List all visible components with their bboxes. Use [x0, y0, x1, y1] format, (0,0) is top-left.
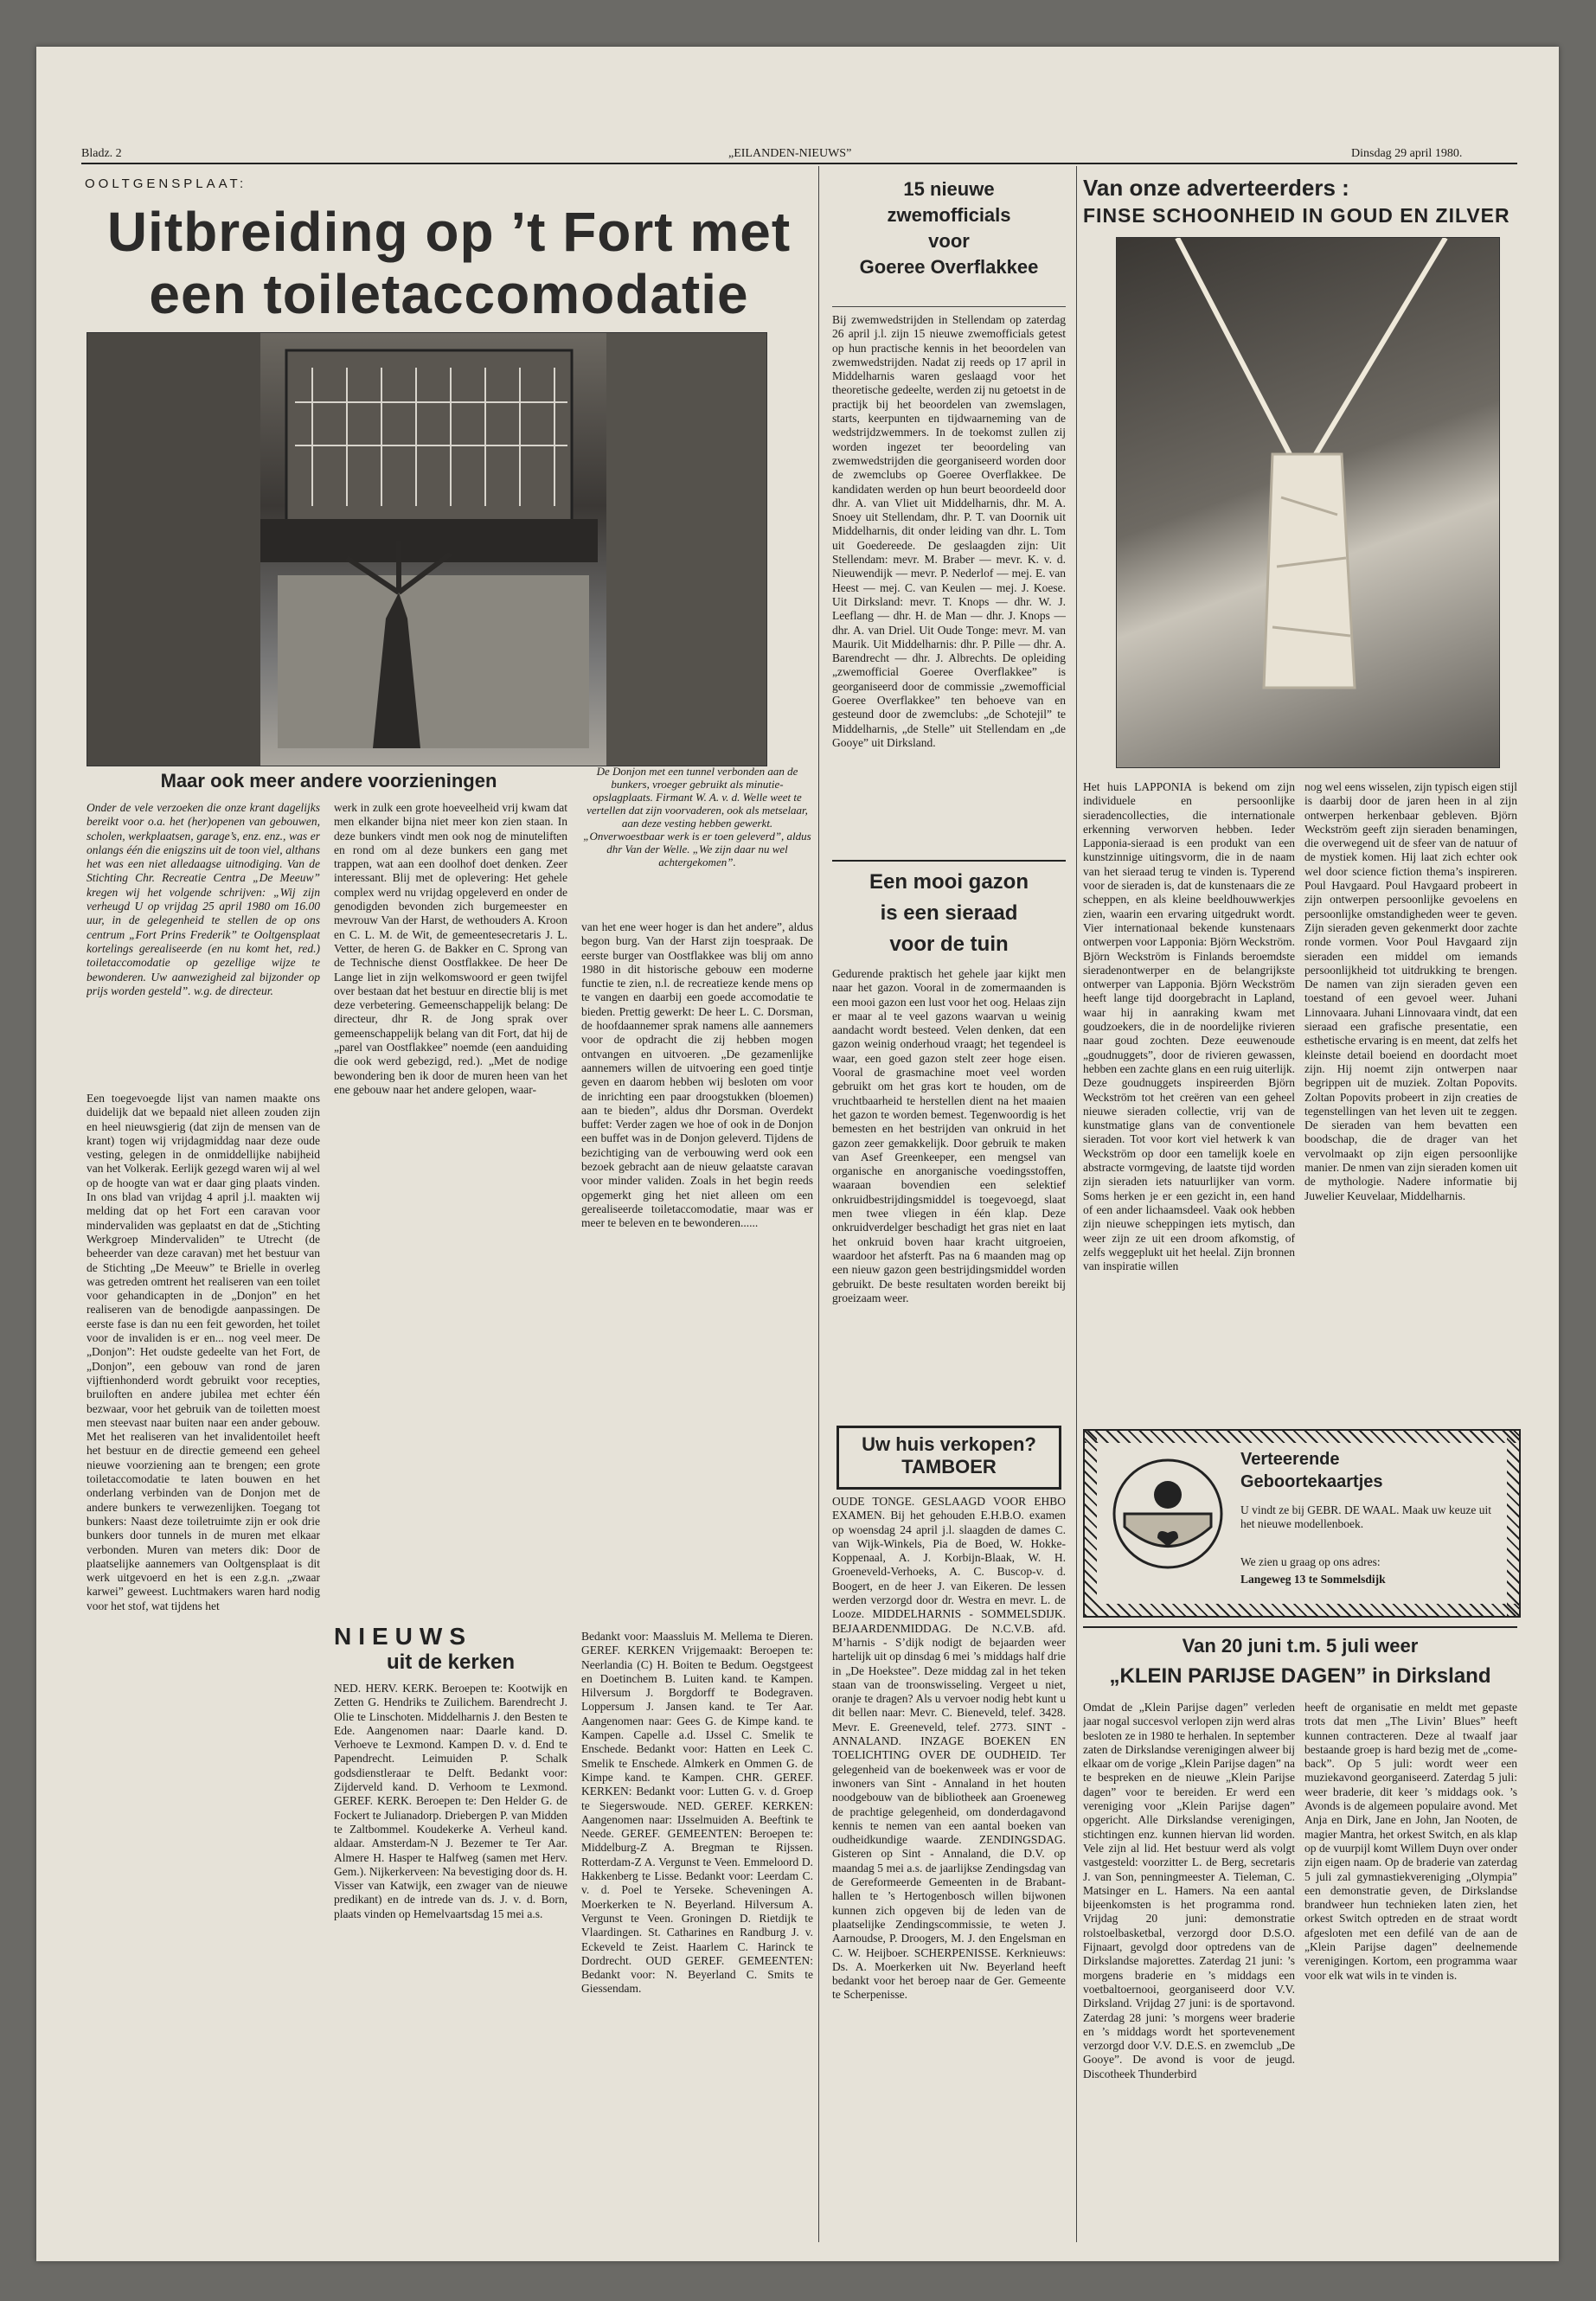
- adv-title: Van onze adverteerders :: [1083, 175, 1349, 201]
- birth-card-text: U vindt ze bij GEBR. DE WAAL. Maak uw keuze uit het nieuwe modellenboek.: [1240, 1503, 1491, 1531]
- tamboer-line-2: TAMBOER: [901, 1456, 997, 1477]
- adv-column-2: nog wel eens wisselen, zijn typisch eigen stijl is daarbij door de jaren heen in al zijn ontwerpen herkenbaar gebleven. Björn Weckström geeft zijn sieraden benamingen, die overwegend uit de sfeer van de natuur of de mystiek komen. Hij laat zich echter ook wel door science fiction thema’s inspireren. Poul Havgaard. Poul Havgaard probeert in zijn ontwerpen persoonlijke gevoelens en persoonlijke omstandigheden weer te geven. Zijn sieraden geven gekenmerkt door zachte ronde vormen. Voor Poul Havgaard zijn sieraden een middel om iemands persoonlijkheid tot uitdrukking te brengen. De namen van zijn sieraden geven een toestand of een gevoel weer. Juhani Linnovaara. Juhani Linnovaara vindt, dat een sieraad een grafische presentatie, een esthetische ervaring is en meent, dat zelfs het kleinste detail boeiend en doordacht moet zijn. Hij noemt zijn ontwerpen naar begrippen uit de muziek. Zoltan Popovits. Zoltan Popovits probeert in zijn creaties de tegenstellingen van het leven uit te zeggen. De sieraden van hem bevatten een boodschap, die de drager van het vervolmaakt op zijn eigen persoonlijke manier. De nmen van zijn sieraden komen uit de mythologie. Nadere informatie bij Juwelier Keuvelaar, Middelharnis.: [1304, 780, 1517, 1202]
- zwem-title-line-1: 15 nieuwe: [903, 178, 995, 200]
- article-column-3: van het ene weer hoger is dan het andere”, aldus begon burg. Van der Harst zijn toespraak. De eerste burger van Oostflakkee was blij om anno 1980 in dit historische gebouw een moderne functie te zien, n.l. de recreatieze kende mens op te vangen en daarbij een goede accomodatie te bieden. Prettig gewerkt: De heer L. C. Dorsman, de hoofdaannemer sprak namens alle aannemers voor de opdracht die zij hebben mogen ontvangen en uitvoeren. „De gezamenlijke aannemers willen de uitvoering een goed tintje geven en daarom hebben wij besloten om voor de inrichting een paar droogstukken (bloemen) aan te bieden”, aldus dhr Dorsman. Overdekt buffet: Verder zagen we hoe of ook in de Donjon een buffet was in de Donjon geleverd. Tijdens de bezichtiging van de verbouwing werd ook een bezoek gebracht aan de nieuw gelaatste caravan voor minder validen. Zoals in het begin reeds opgemerkt ging het niet alleen om een gerealiseerde toiletaccomodatie, maar was er meer te beleven en te bewonderen......: [581, 920, 813, 1230]
- gazon-title-line-1: Een mooi gazon: [869, 870, 1029, 894]
- ad-border: [1507, 1431, 1519, 1616]
- zwem-title-line-3: voor: [928, 230, 970, 252]
- adv-subtitle: FINSE SCHOONHEID IN GOUD EN ZILVER: [1083, 204, 1510, 227]
- courtyard-photo-drawing: [87, 333, 766, 766]
- jewelry-photo-drawing: [1117, 238, 1499, 767]
- kerken-column-2: Bedankt voor: Maassluis M. Mellema te Dieren. GEREF. KERKEN Vrijgemaakt: Beroepen te: Neerlandia (C) H. Boiten te Bedum. Oegstgeest en Doetinchem B. Luiten kand. te Kampen. Hilversum J. Borgdorff te Bodegraven. Loppersum J. Jansen kand. te Ter Aar. Aangenomen naar: Gees G. de Kimpe kand. te Kampen. Capelle a.d. IJssel C. Smelik te Enschede. Bedankt voor: Hatten en Leek C. Smelik te Enschede. Almkerk en Ommen G. de Kimpe kand. te Kampen. CHR. GEREF. KERKEN: Bedankt voor: Lutten G. v. d. Groep te Siegerswoude. NED. GEREF. KERKEN: Aangenomen naar: IJsselmuiden A. Beeftink te Neede. GEREF. GEMEENTEN: Beroepen te: Middelburg-Z A. Bregman te Rijssen. Rotterdam-Z A. Vergunst te Veen. Emmeloord D. Hakkenberg te Lisse. Bedankt voor: Leerdam C. v. d. Poel te Yerseke. Scheveningen A. Moerkerken te N. Beyerland. Hilversum A. Vergunst te Veen. Groningen D. Rietdijk te Vlaardingen. St. Catharines en Randburg J. v. Eckeveld te Zeist. Haarlem C. Harinck te Dordrecht. OUD GEREF. GEMEENTEN: Bedankt voor: N. Beyerland C. Smits te Giessendam.: [581, 1630, 813, 1996]
- zwem-title-line-2: zwemofficials: [887, 204, 1011, 226]
- zwem-title-line-4: Goeree Overflakkee: [859, 256, 1039, 278]
- kerken-heading: [334, 1623, 567, 1675]
- birth-card-ad: [1083, 1429, 1521, 1618]
- parijs-column-2: heeft de organisatie en meldt met gepaste trots dat men „The Livin’ Blues” heeft kunnen contracteren. Deze al twaalf jaar bestaande groep is hard bezig met de „come-back”. Op 5 juli: wordt weer een muziekavond georganiseerd. Zaterdag 5 juli: weer braderie, dit keer ’s middags ook. ’s Avonds is de algemeen populaire avond. Met Anja en Dirk, Jane en John, Jan Nooten, de magier Mantra, het orkest Switch, en als klap op de vuurpijl komt Willem Duyn over onder zijn eigen naam. Op de braderie van zaterdag 5 juli zal gymnastiekvereniging „Olympia” een demonstratie geven, de Dirkslandse brandweer hun technieken laten zien, het orkest Switch optreden en de straat wordt afgesloten met een defilé van de aan de „Klein Parijse dagen” deelnemende verenigingen. Kortom, een programma waar voor elk wat wils in te vinden is.: [1304, 1701, 1517, 1982]
- article-headline: [81, 201, 817, 325]
- ad-border: [1085, 1604, 1519, 1616]
- article-kicker: OOLTGENSPLAAT:: [85, 176, 247, 191]
- gazon-title-line-3: voor de tuin: [889, 933, 1009, 956]
- local-news-column: OUDE TONGE. GESLAAGD VOOR EHBO EXAMEN. Bij het gehouden E.H.B.O. examen op woensdag 24 april j.l. slaagden de dames C. van Wijk-Winkels, Pia de Boed, W. Hokke-Koppenaal, A. J. Korbijn-Blaak, W. H. Groeneveld-Verhoeks, A. C. Buscop-v. d. Boogert, en de heer J. van Eikeren. De lessen werden verzorgd door dr. Westra en mevr. L. de Looze. MIDDELHARNIS - SOMMELSDIJK. BEJAARDENMIDDAG. De N.C.V.B. afd. M’harnis - S’dijk nodigt de bejaarden weer hartelijk uit op dinsdag 6 mei ’s middags half drie in „De Hoekstee”. Deze middag zal in het teken staan van de troonswisseling. Vergeet u niet, oranje te dragen? Als u vervoer nodig hebt kunt u dit bellen naar: Mevr. C. Bieneveld, telef. 3428. Mevr. E. Greeneveld, telef. 2773. SINT - ANNALAND. INZAGE BOEKEN EN TOELICHTING OVER DE OUDHEID. Ter gelegenheid van de boekenweek was er voor de inwoners van Sint - Annaland in het houten noodgebouw van de bibliotheek aan Groeneweg de prachtige gelegenheid, om donderdagavond kennis te nemen van een aantal boeken van oudheidkundige waarde. ZENDINGSDAG. Gisteren op Sint - Annaland, die D.V. op maandag 5 mei a.s. de jaarlijkse Zendingsdag van de Gereformeerde Gemeenten in de Brabant-hallen te ’s Hertogenbosch willen bijwonen kunnen zich opgeven bij de leden van de plaatselijke Zendingscommissie, te weten J. Aarnoudse, P. Droogers, M. J. den Engelsman en C. W. Heijboer. SCHERPENISSE. Kerknieuws: Ds. A. Moerkerken uit Nw. Beyerland heeft bedankt voor het beroep naar de Ger. Gemeente te Scherpenisse.: [832, 1495, 1066, 2002]
- newspaper-page: [36, 47, 1559, 2261]
- headline-line-1: Uitbreiding op ’t Fort met: [106, 201, 792, 263]
- paper-name: „EILANDEN-NIEUWS”: [728, 147, 852, 160]
- kerken-title-1: NIEUWS: [334, 1623, 472, 1650]
- courtyard-photo: [87, 332, 767, 766]
- parijs-rule: [1083, 1626, 1517, 1628]
- ad-border: [1085, 1431, 1519, 1443]
- kerken-column-1: NED. HERV. KERK. Beroepen te: Kootwijk en Zetten G. Hendriks te Zuilichem. Barendrecht J. Olie te Linschoten. Middelharnis J. den Besten te Ede. Aangenomen naar: Daarle kand. D. Verhoeve te Lexmond. Kampen D. v. d. End te Papendrecht. Leimuiden P. Schalk godsdienstleraar te Delft. Bedankt voor: Zijderveld kand. D. Verhoom te Lexmond. GEREF. KERK. Beroepen te: Den Helder G. de Fockert te Julianadorp. Driebergen P. van Midden te Zaltbommel. Koudekerke A. Verheul kand. aldaar. Amsterdam-N J. Bezemer te Ter Aar. Almere H. Hasper te Halfweg (samen met Herv. Gem.). Nijkerkerveen: Na bevestiging door ds. H. Visser van Katwijk, een zwager van de nieuwe predikant) en de intrede van ds. J. v. d. Born, plaats vinden op Hemelvaartsdag 15 mei a.s.: [334, 1682, 567, 1920]
- article-subhead: Maar ook meer andere voorzieningen: [160, 770, 497, 792]
- cradle-icon: [1107, 1453, 1228, 1574]
- zwem-rule: [832, 306, 1066, 307]
- parijs-title-2: „KLEIN PARIJSE DAGEN” in Dirksland: [1109, 1664, 1491, 1688]
- tamboer-line-1: Uw huis verkopen?: [862, 1433, 1036, 1455]
- page-number: Bladz. 2: [81, 147, 122, 160]
- kerken-title-2: uit de kerken: [386, 1650, 516, 1674]
- ad-border: [1085, 1431, 1097, 1616]
- zwem-title: [832, 176, 1066, 280]
- header-rule: [81, 163, 1517, 164]
- birth-card-title-2: Geboortekaartjes: [1240, 1472, 1383, 1491]
- column-divider: [818, 166, 819, 2242]
- zwem-body: Bij zwemwedstrijden in Stellendam op zaterdag 26 april j.l. zijn 15 nieuwe zwemofficials getest op hun practische kennis in het beoordelen van zwemwedstrijden. Nadat zij reeds op 17 april in Middelharnis waren geslaagd voor het theoretische gedeelte, werden zij nu getoetst in de practijk bij het beoordelen van zwemslagen, starts, keerpunten en tijdwaarneming van de wedstrijdzwemmers. In de toekomst zullen zij worden ingezet ter beoordeling van zwemwedstrijden die georganiseerd worden door de zwemclubs op Goeree Overflakkee. De kandidaten werden op hun beurt beoordeeld door dhr. A. van Vliet uit Middelharnis, dhr. M. A. Snoey uit Stellendam, dhr. P. T. van Doornik uit Middelharnis, dit onder leiding van dhr. L. Tom uit Goedereede. De geslaagden zijn: Uit Stellendam: mevr. M. Braber — mevr. K. v. d. Nieuwendijk — mevr. P. Nederlof — mej. E. van Heest — mej. C. van Keulen — mej. J. Koese. Uit Dirksland: mevr. T. Knops — dhr. W. J. Leeflang — dhr. H. de Man — dhr. J. Knops — dhr. A. van Driel. Uit Oude Tonge: mevr. M. van Maurik. Uit Middelharnis: dhr. P. Pille — dhr. A. Barendrecht — dhr. J. Albrechts. De opleiding „zwemofficial Goeree Overflakkee” is georganiseerd door de commissie „zwemofficial Goeree Overflakkee” ten behoeve van en gesteund door de zwemclubs: „de Schotejil” te Middelharnis, „de Stelle” uit Stellendam en „de Gooye” uit Dirksland.: [832, 313, 1066, 749]
- column-divider: [1076, 166, 1077, 2242]
- birth-card-address-1: We zien u graag op ons adres:: [1240, 1555, 1381, 1568]
- parijs-column-1: Omdat de „Klein Parijse dagen” verleden jaar nogal succesvol verlopen zijn werd alras besloten ze in 1980 te herhalen. In september zaten de Dirkslandse verenigingen alweer bij elkaar om de vorige „Klein Parijse dagen” na te bespreken en de nieuwe „Klein Parijse dagen” voor te bereiden. Er werd een vereniging voor „Klein Parijse dagen” opgericht. Alle Dirkslandse verenigingen, stichtingen enz. kunnen hiervan lid worden. Vele zijn al lid. Het bestuur werd als volgt vastgesteld: voorzitter L. de Berg, secretaris J. van Son, penningmeester A. Tieleman, C. Matsinger en L. Hamers. Na een aantal bijeenkomsten is het programma rond. Vrijdag 20 juni: demonstratie rolstoelbasketbal, verzorgd door D.S.O. Fijnaart, gevolgd door optredens van de Dirkslandse majorettes. Zaterdag 21 juni: ’s morgens braderie en ’s middags een voetbaltoernooi, georganiseerd door V.V. Dirksland. Vrijdag 27 juni: is de sportavond. Zaterdag 28 juni: ’s morgens weer braderie en ’s middags wordt het sportevenement verzorgd door V.V. D.E.S. en zwemclub „De Gooye”. De avond is voor de jeugd. Discotheek Thunderbird: [1083, 1701, 1295, 2080]
- gazon-title: [832, 867, 1066, 960]
- birth-card-title-1: Verteerende: [1240, 1450, 1340, 1469]
- article-intro: Onder de vele verzoeken die onze krant dagelijks bereikt voor o.a. het (her)openen van gebouwen, scholen, werkplaatsen, garage’s, enz. enz., was er onlangs één die enigszins uit de toon viel, althans het was een niet alledaagse uitnodiging. Van de Stichting Chr. Recreatie Centra „De Meeuw” kregen wij het volgende schrijven: „Wij zijn verheugd U op vrijdag 25 april 1980 om 16.00 uur, in de gelegenheid te stellen de op ons centrum „Fort Prins Frederik” te Ooltgensplaat kortelings gerealiseerde (en nu komt het, red.) toiletaccomodatie op gezellige wijze te bewonderen. Uw aanwezigheid zal bijzonder op prijs worden gesteld”. w.g. de directeur.: [87, 801, 320, 997]
- headline-line-2: een toiletaccomodatie: [149, 263, 749, 325]
- gazon-title-line-2: is een sieraad: [880, 901, 1018, 925]
- parijs-title-1: Van 20 juni t.m. 5 juli weer: [1182, 1635, 1419, 1657]
- tamboer-ad: [836, 1426, 1061, 1490]
- gazon-body: Gedurende praktisch het gehele jaar kijkt men naar het gazon. Vooral in de zomermaanden is een mooi gazon een lust voor het oog. Helaas zijn er maar al te veel gazons waarvan u weinig aandacht wordt besteed. Velen denken, dat een gazon weinig onderhoud vraagt; het tegendeel is waar, een goed gazon stelt zeer hoge eisen. Vooral de grasmachine moet veel worden gebruikt om het gras kort te houden, om de vruchtbaarheid te herstellen dient na het maaien het gazon te worden bemest. Tegenwoordig is het bemesten en het bestrijden van onkruid in het gazon zeer gemakkelijk. Door gebruik te maken van Asef Greenkeeper, een mengsel van organische en anorganische voedingsstoffen, waaraan bovendien een selektief onkruidbestrijdingsmiddel is toegevoegd, slaat men twee vliegen in één klap. Deze onkruidverdelger beschadigt het gras niet en laat het onkruid boven haar kracht uitgroeien, waardoor het afsterft. Pas na 6 maanden mag op een nieuw gazon geen bestrijdingsmiddel worden gebruikt. De beste resultaten worden bereikt bij groeizaam weer.: [832, 967, 1066, 1304]
- birth-card-address-2: Langeweg 13 te Sommelsdijk: [1240, 1573, 1386, 1586]
- jewelry-photo: [1116, 237, 1500, 768]
- article-column-2: werk in zulk een grote hoeveelheid vrij kwam dat men elkander bijna niet meer kon zien staan. In deze bunkers vindt men ook nog de minuteliften en rond om al deze bunkers een gang met trappen, wat aan een doolhof doet denken. Zeer interessant. Blij met de oplevering: Het gehele complex werd nu vrijdag opgeleverd en onder de genodigden bevonden zich burgemeester en mevrouw Van der Harst, de wethouders A. Kroon en C. L. M. de Wit, de gemeentesecretaris J. L. Vetter, de heren G. de Bakker en C. Sprong van de Technische dienst Oostflakkee. De heer De Lange liet in zijn welkomswoord er geen twijfel over bestaan dat het bestuur en directie blij is met deze verbetering. Gemeenschappelijk belang: De directeur, dhr R. de Jong sprak over gemeenschappelijk belang van dit Fort, dat hij de „parel van Oostflakkee” noemde (een aanduiding die ook werd gebezigd, red.). „Met de nodige bewondering ben ik door de muren heen van het ene gebouw naar het andere gelopen, waar-: [334, 801, 567, 1096]
- gazon-rule: [832, 860, 1066, 862]
- photo-caption: De Donjon met een tunnel verbonden aan de bunkers, vroeger gebruikt als minutie-opslagplaats. Firmant W. A. v. d. Welle weet te vertellen dat zijn voorvaderen, ook als metselaar, aan deze vesting hebben gewerkt. „Onverwoestbaar werk is er toen geleverd”, aldus dhr Van der Welle. „We zijn daar nu wel achtergekomen”.: [583, 765, 811, 868]
- issue-date: Dinsdag 29 april 1980.: [1351, 147, 1463, 160]
- article-column-1: Een toegevoegde lijst van namen maakte ons duidelijk dat we bepaald niet alleen zouden zijn en heel nieuwsgierig (dat zijn de mensen van de krant) togen wij vrijdagmiddag naar deze oude vesting, gelegen in de onmiddellijke nabijheid van het Volkerak. Eerlijk gezegd waren wij al wel op de hoogte van wat er daar ging plaats vinden. In ons blad van vrijdag 4 april j.l. maakten wij melding dat op het Fort een caravan voor mindervaliden was geplaatst en dat de „Stichting Werkgroep Mindervaliden” te Utrecht (de beheerder van deze caravan) met het bestuur van de Stichting „De Meeuw” te Brielle in overleg was getreden omtrent het realiseren van een toilet voor gehandicapten in de „Donjon” en het realiseren van de benodigde aanpassingen. De eerste fase is dan nu een feit geworden, het toilet voor de invaliden is er en... nog veel meer. De „Donjon”: Het oudste gedeelte van het Fort, de „Donjon”, een gebouw van rond de jaren vijftienhonderd wordt gebruikt voor recepties, bruiloften en andere jubilea met echter één bezwaar, voor het gebruik van de toiletten moest men steevast naar buiten naar een ander gebouw. Met het realiseren van het invalidentoilet heeft het bestuur en de directie gemeend een geheel nieuwe voorziening aan te brengen; een grote toiletaccomodatie te laten bouwen en het onderlang verbinden van de Donjon met de andere bunkers te verwezenlijken. Toegang tot bunkers: Naast deze toiletruimte zijn er ook drie bunkers door tunnels in de muren met elkaar verbonden. Muren van meters dik: Door de plaatselijke aannemers van Ooltgensplaat is dit werk uitgevoerd en het is een z.g.n. „zwaar karwei” geweest. Luchtmakers waren hard nodig voor het stof, wat tijdens het: [87, 1092, 320, 1612]
- adv-column-1: Het huis LAPPONIA is bekend om zijn individuele en persoonlijke sieradencollecties, die internationale erkenning verworven hebben. Ieder Lapponia-sieraad is een produkt van een kunstzinnige uitingsvorm, die in de naam van het sieraad terug te vinden is. Typerend voor de sieraden is, dat de kunstenaars die ze scheppen, en als kleine beeldhouwwerkjes zien, waarin een ervaring uitgedrukt wordt. Vier internationaal bekende kunstenaars ontwerpen voor Lapponia: Björn Weckström. Björn Weckström is Finlands beroemdste sieradenontwerper en de belangrijkste ontwerper van Lapponia. Björn Weckström heeft lange tijd doorgebracht in Lapland, waar hij in aanraking kwam met goudzoekers, die in de noordelijke rivieren naar goud zochten. Deze eeuwenoude „goudnuggets”, door de rivieren gewassen, hebben een zachte glans en een ruig uiterlijk. Deze goudnuggets inspireerden Björn Weckström tot het creëren van een geheel nieuwe sieraden collectie, vrij van de kunstmatige glans van de conventionele sieraden. Tot voor kort viel hetwerk k van Weckström op door een tamelijk koele en abstracte vormgeving, de laatste tijd worden zijn sieraden iets natuurlijker van vorm. Soms herken je er een gezicht in, een hand of een ander lichaamsdeel. Vaak ook hebben zijn nieuwe scheppingen iets mytisch, dan weer zijn ze uit een droom afkomstig, of zelfs weggeplukt uit het heelal. Zijn bronnen van inspiratie willen: [1083, 780, 1295, 1273]
